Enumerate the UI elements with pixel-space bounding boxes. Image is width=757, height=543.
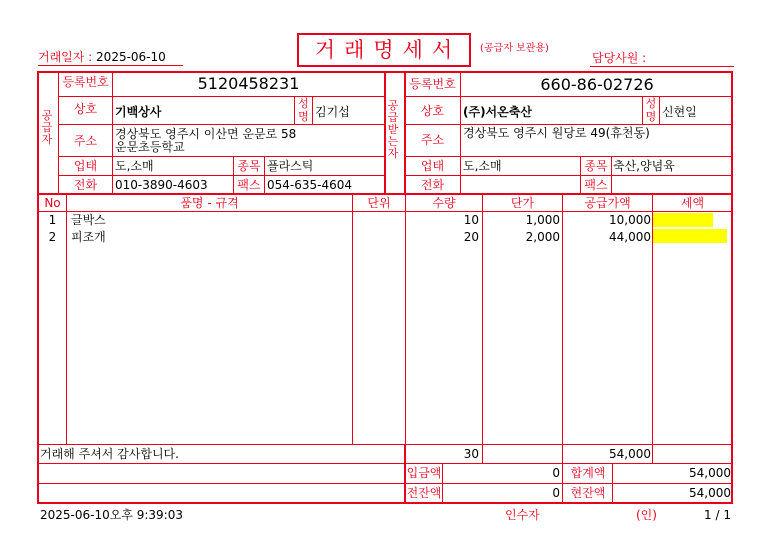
qty-total: 30 — [463, 447, 479, 461]
supplier-addr-label: 주소 — [73, 134, 98, 148]
tax-highlight-2 — [653, 229, 727, 243]
receiver-reg-no: 660-86-02726 — [540, 75, 654, 94]
receiver-rep-label: 성명 — [645, 97, 657, 123]
supply-total: 54,000 — [609, 447, 651, 461]
col-header-name: 품명 - 규격 — [180, 196, 239, 210]
row-price: 1,000 — [525, 213, 560, 227]
receiver-item: 축산,양념육 — [613, 159, 675, 173]
tax-highlight-1 — [653, 213, 713, 227]
supplier-tel: 010-3890-4603 — [115, 178, 208, 192]
supplier-side-text: 공급자 — [41, 109, 53, 146]
page-number: 1 / 1 — [704, 508, 731, 522]
thanks-message: 거래해 주셔서 감사합니다. — [40, 447, 179, 461]
supplier-fax-label: 팩스 — [237, 178, 261, 192]
sup-col-line-5 — [264, 156, 265, 194]
receiver-side-text: 공급받는자 — [387, 99, 399, 160]
col-header-qty: 수량 — [432, 196, 456, 210]
receiver-addr: 경상북도 영주시 원당로 49(휴천동) — [463, 126, 650, 140]
rcv-row-line-2 — [404, 124, 733, 125]
supplier-addr-line1: 경상북도 영주시 이산면 운문로 58 — [115, 127, 297, 141]
row-price: 2,000 — [525, 230, 560, 244]
party-divider-left — [384, 71, 386, 194]
supplier-rep: 김기섭 — [315, 105, 350, 119]
date-underline — [38, 65, 183, 66]
items-col-name — [352, 193, 353, 444]
row-no: 2 — [48, 230, 57, 244]
row-qty: 10 — [463, 213, 479, 227]
sup-row-line-2 — [58, 124, 384, 125]
deposit-value: 0 — [552, 466, 560, 480]
col-header-supply: 공급가액 — [584, 196, 631, 210]
row-name: 피조개 — [71, 230, 106, 244]
sum-label: 합계액 — [570, 466, 606, 480]
seal-mark: (인) — [636, 508, 657, 522]
items-col-no — [66, 193, 67, 444]
receiver-name-label: 상호 — [420, 104, 445, 118]
row-supply: 44,000 — [609, 230, 651, 244]
deposit-label: 입금액 — [406, 466, 442, 480]
supplier-reg-no: 5120458231 — [197, 74, 300, 93]
receiver-sign-label: 인수자 — [505, 508, 540, 522]
col-header-unit: 단위 — [367, 196, 391, 210]
supplier-item-label: 종목 — [237, 159, 261, 173]
trade-date-label — [38, 50, 166, 64]
row-supply: 10,000 — [609, 213, 651, 227]
current-balance-value: 54,000 — [689, 486, 731, 500]
supplier-side-label — [41, 110, 55, 146]
receiver-addr-label: 주소 — [420, 133, 445, 147]
receiver-item-label: 종목 — [584, 159, 608, 173]
row-name: 글박스 — [71, 213, 106, 227]
prev-balance-label: 전잔액 — [406, 486, 442, 500]
totals-line-2 — [37, 463, 733, 464]
document-title: 거래명세서 — [314, 38, 462, 62]
supplier-tel-label: 전화 — [73, 178, 98, 192]
receiver-reg-label: 등록번호 — [409, 77, 456, 91]
supplier-type: 도,소매 — [115, 159, 154, 173]
supplier-addr-line2: 운문초등학교 — [115, 140, 185, 154]
supplier-fax: 054-635-4604 — [267, 178, 353, 192]
receiver-tel-label: 전화 — [420, 178, 445, 192]
current-balance-label: 현잔액 — [570, 486, 606, 500]
supplier-item: 플라스틱 — [267, 159, 314, 173]
copy-note: (공급자 보관용) — [480, 43, 549, 54]
supplier-rep-label: 성명 — [298, 97, 309, 123]
rcv-col-line-3 — [659, 96, 660, 124]
rcv-row-line-3 — [404, 156, 733, 157]
receiver-fax-label: 팩스 — [584, 178, 608, 192]
manager-label: 담당사원 : — [592, 51, 647, 65]
sup-col-line-3 — [312, 96, 313, 124]
rcv-row-line-4 — [404, 175, 733, 176]
sup-row-line-3 — [58, 156, 384, 157]
supplier-name: 기백상사 — [115, 105, 162, 119]
receiver-side-label — [387, 100, 401, 160]
col-header-no: No — [44, 196, 61, 210]
printed-at: 2025-06-10오후 9:39:03 — [40, 508, 183, 522]
totals-top-line — [37, 444, 733, 445]
row-qty: 20 — [463, 230, 479, 244]
totals-line-3 — [37, 483, 733, 484]
sum-value: 54,000 — [689, 466, 731, 480]
manager-underline — [590, 66, 734, 67]
receiver-name: (주)서온축산 — [463, 105, 532, 119]
trade-date-label-text: 거래일자 : — [38, 50, 97, 64]
prev-balance-value: 0 — [552, 486, 560, 500]
trade-date-value: 2025-06-10 — [96, 50, 166, 64]
sup-row-line-1 — [58, 96, 384, 97]
col-header-tax: 세액 — [680, 196, 705, 210]
rcv-col-line-5 — [611, 156, 612, 194]
receiver-type-label: 업태 — [420, 159, 445, 173]
supplier-reg-label: 등록번호 — [62, 75, 109, 89]
row-no: 1 — [48, 213, 57, 227]
sup-row-line-4 — [58, 175, 384, 176]
supplier-name-label: 상호 — [73, 102, 98, 116]
supplier-type-label: 업태 — [73, 159, 98, 173]
items-header-bottom — [37, 211, 733, 212]
col-header-price: 단가 — [510, 196, 535, 210]
receiver-type: 도,소매 — [463, 159, 502, 173]
receiver-rep: 신현일 — [662, 105, 697, 119]
rcv-row-line-1 — [404, 96, 733, 97]
